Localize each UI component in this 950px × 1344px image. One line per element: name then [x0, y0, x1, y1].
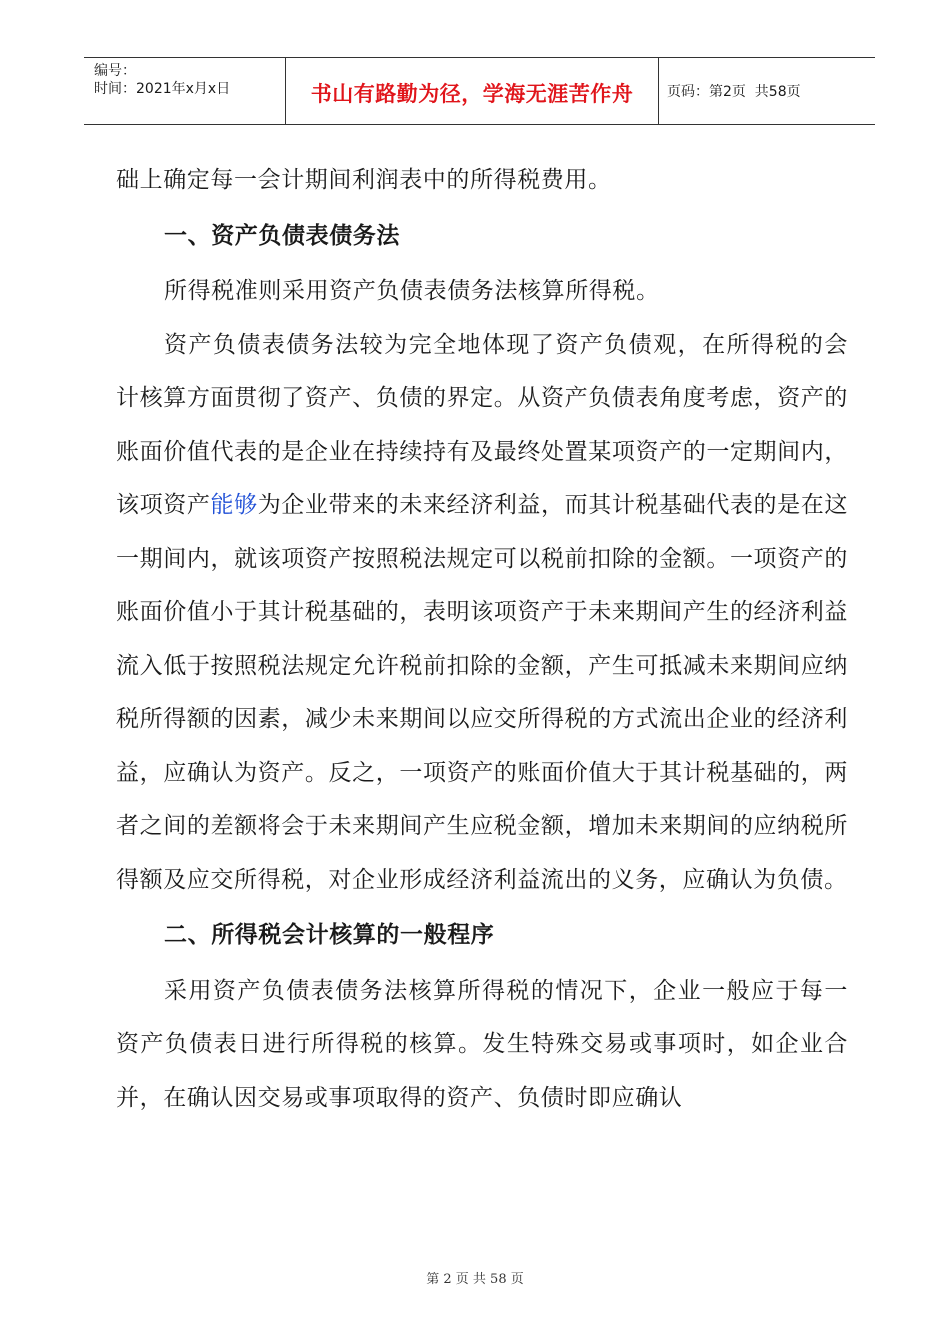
page-footer: 第 2 页 共 58 页	[426, 1272, 524, 1287]
paragraph-3: 采用资产负债表债务法核算所得税的情况下，企业一般应于每一资产负债表日进行所得税的核算。发生特殊交易或事项时，如企业合并，在确认因交易或事项取得的资产、负债时即应确认	[116, 977, 848, 1111]
paragraph-1: 所得税准则采用资产负债表债务法核算所得税。	[164, 278, 660, 304]
document-number-label: 编号：	[94, 63, 136, 79]
header-page-info: 页码：第2页 共58页	[667, 84, 801, 100]
section-heading-1: 一、资产负债表债务法	[164, 222, 400, 249]
document-header-table	[84, 57, 875, 125]
hyperlink-nenggou[interactable]: 能够	[210, 492, 258, 518]
section-heading-2: 二、所得税会计核算的一般程序	[164, 922, 495, 948]
document-time-label: 时间：2021年x月x日	[94, 81, 231, 97]
continued-paragraph: 础上确定每一会计期间利润表中的所得税费用。	[116, 167, 612, 193]
header-meta-cell	[84, 58, 286, 124]
paragraph-2-text-b: 为企业带来的未来经济利益，而其计税基础代表的是在这一期间内，就该项资产按照税法规定可以税前扣除的金额。一项资产的账面价值小于其计税基础的，表明该项资产于未来期间产生的经济利益流入低于按照税法规定允许税前扣除的金额，产生可抵减未来期间应纳税所得额的因素，减少未来期间以应交所得税的方式流出企业的经济利益，应确认为资产。反之，一项资产的账面价值大于其计税基础的，两者之间的差额将会于未来期间产生应税金额，增加未来期间的应纳税所得额及应交所得税，对企业形成经济利益流出的义务，应确认为负债。	[116, 492, 848, 893]
document-body	[116, 154, 848, 1125]
paragraph-2-text-a: 资产负债表债务法较为完全地体现了资产负债观，在所得税的会计核算方面贯彻了资产、负债的界定。从资产负债表角度考虑，资产的账面价值代表的是企业在持续持有及最终处置某项资产的一定期间内，该项资产	[116, 331, 848, 518]
paragraph-2	[116, 319, 848, 908]
header-motto: 书山有路勤为径，学海无涯苦作舟	[286, 58, 659, 124]
header-page-info-cell	[659, 58, 875, 124]
